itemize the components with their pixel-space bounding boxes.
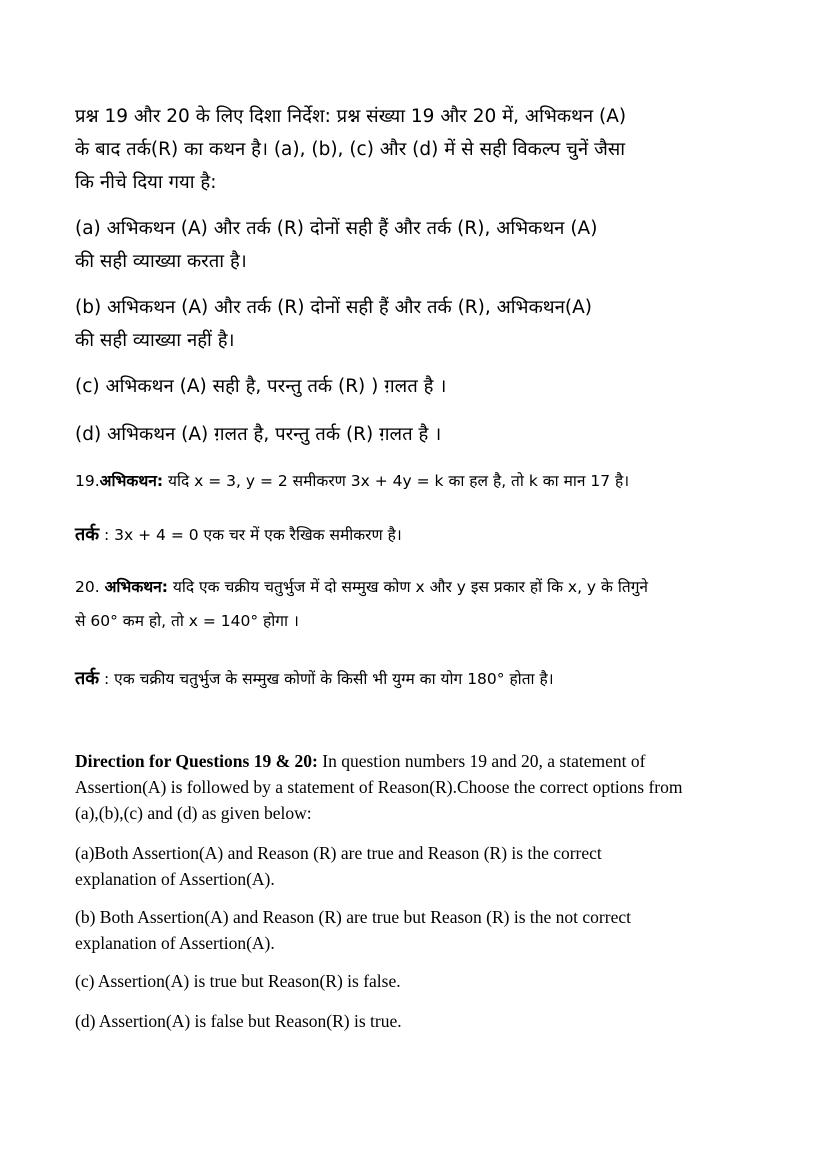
question-20-reason [75, 664, 775, 694]
assertion-label: अभिकथन: [99, 472, 164, 490]
assertion-label: अभिकथन: [104, 578, 168, 596]
hindi-option-line: (b) अभिकथन (A) और तर्क (R) दोनों सही हैं और तर्क (R), अभिकथन(A) [75, 297, 592, 318]
question-number: 20. [75, 578, 105, 596]
direction-text: In question numbers 19 and 20, a statement of [317, 751, 646, 771]
hindi-option-line: की सही व्याख्या नहीं है। [75, 330, 235, 351]
assertion-text: से 60° कम हो, तो x = 140° होगा । [75, 612, 299, 630]
hindi-option-c [75, 370, 765, 403]
hindi-direction [75, 100, 765, 199]
english-option-line: (c) Assertion(A) is true but Reason(R) is false. [75, 971, 401, 991]
hindi-option-line: (a) अभिकथन (A) और तर्क (R) दोनों सही हैं और तर्क (R), अभिकथन (A) [75, 218, 598, 239]
english-option-a [75, 840, 775, 892]
hindi-option-a [75, 212, 765, 278]
hindi-direction-line: कि नीचे दिया गया है: [75, 172, 217, 193]
english-option-line: explanation of Assertion(A). [75, 933, 275, 953]
reason-text: : 3x + 4 = 0 एक चर में एक रैखिक समीकरण है। [99, 526, 402, 544]
english-direction [75, 748, 775, 826]
question-20-assertion [75, 572, 775, 636]
direction-text: (a),(b),(c) and (d) as given below: [75, 803, 312, 823]
english-option-line: (a)Both Assertion(A) and Reason (R) are true and Reason (R) is the correct [75, 843, 602, 863]
english-option-line: (d) Assertion(A) is false but Reason(R) is true. [75, 1011, 402, 1031]
direction-label: Direction for Questions 19 & 20: [75, 751, 318, 771]
english-option-b [75, 904, 775, 956]
hindi-option-b [75, 291, 765, 357]
assertion-text: यदि x = 3, y = 2 समीकरण 3x + 4y = k का हल है, तो k का मान 17 है। [163, 472, 630, 490]
english-option-line: (b) Both Assertion(A) and Reason (R) are true but Reason (R) is the not correct [75, 907, 631, 927]
reason-label: तर्क [75, 668, 100, 689]
english-option-c [75, 968, 775, 994]
hindi-direction-line: के बाद तर्क(R) का कथन है। (a), (b), (c) और (d) में से सही विकल्प चुनें जैसा [75, 139, 626, 160]
english-option-line: explanation of Assertion(A). [75, 869, 275, 889]
reason-label: तर्क [75, 524, 100, 545]
hindi-option-line: की सही व्याख्या करता है। [75, 251, 247, 272]
question-19-assertion [75, 466, 775, 496]
english-option-d [75, 1008, 775, 1034]
reason-text: : एक चक्रीय चतुर्भुज के सम्मुख कोणों के किसी भी युग्म का योग 180° होता है। [99, 670, 554, 688]
hindi-option-line: (d) अभिकथन (A) ग़लत है, परन्तु तर्क (R) ग़लत है । [75, 424, 442, 445]
hindi-direction-line: प्रश्न 19 और 20 के लिए दिशा निर्देश: प्रश्न संख्या 19 और 20 में, अभिकथन (A) [75, 106, 627, 127]
question-number: 19. [75, 472, 100, 490]
assertion-text: यदि एक चक्रीय चतुर्भुज में दो सम्मुख कोण x और y इस प्रकार हों कि x, y के तिगुने [167, 578, 649, 596]
hindi-option-line: (c) अभिकथन (A) सही है, परन्तु तर्क (R) ) ग़लत है । [75, 376, 447, 397]
hindi-option-d [75, 418, 765, 451]
direction-text: Assertion(A) is followed by a statement of Reason(R).Choose the correct options from [75, 777, 683, 797]
question-19-reason [75, 520, 775, 550]
